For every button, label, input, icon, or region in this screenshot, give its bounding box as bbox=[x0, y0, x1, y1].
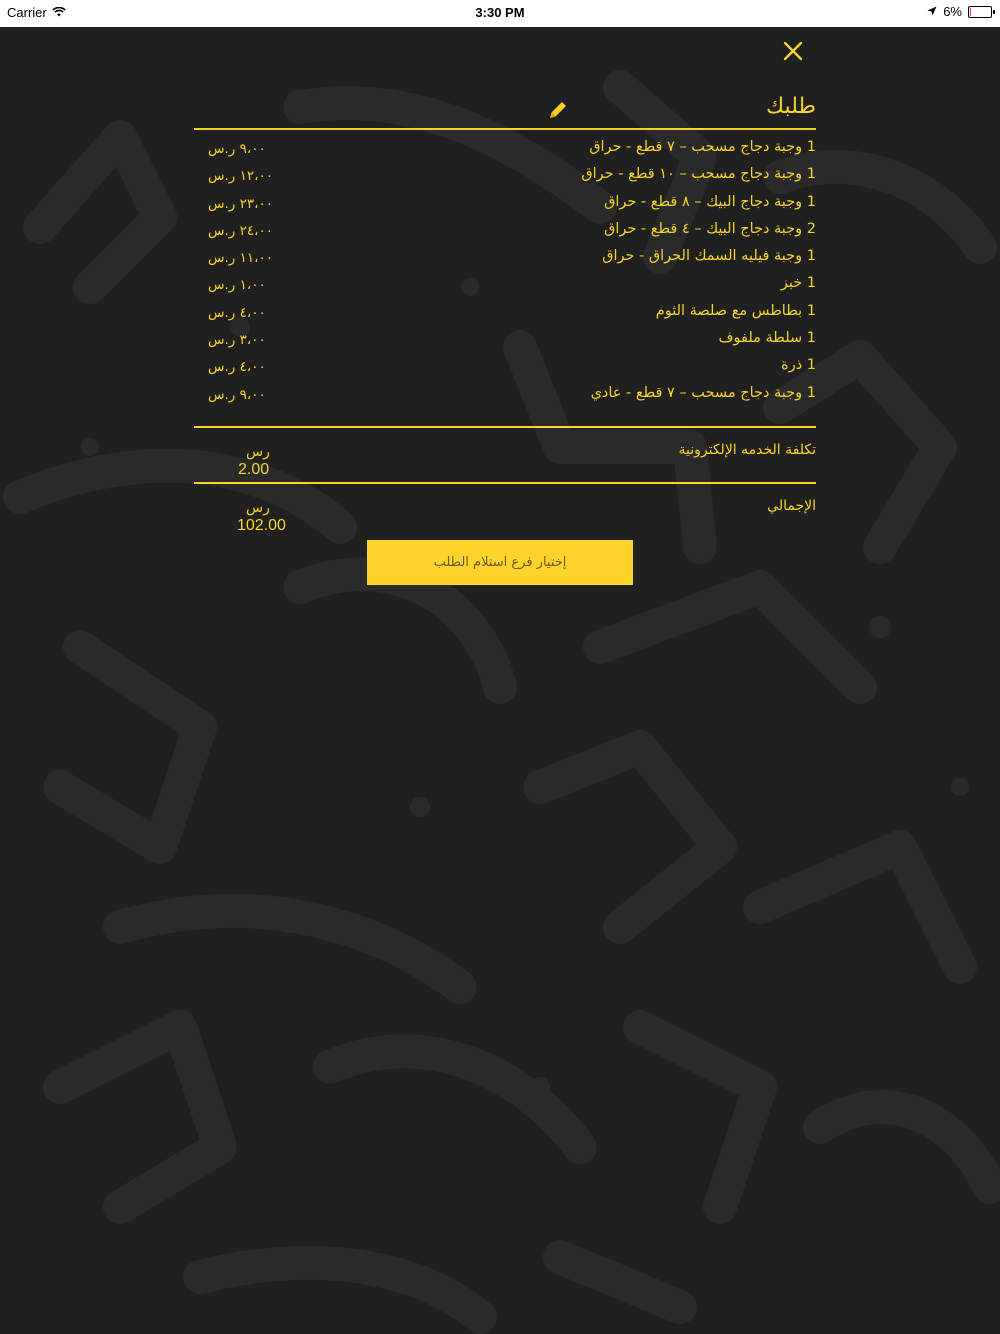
order-item-name: 1 خبز bbox=[780, 275, 816, 292]
order-item-row bbox=[194, 139, 816, 166]
order-item-price: ١،٠٠ ر.س bbox=[208, 277, 266, 294]
battery-percent: 6% bbox=[943, 4, 962, 19]
order-item-row bbox=[194, 248, 816, 275]
close-button[interactable] bbox=[778, 36, 808, 66]
order-item-name: 1 وجبة دجاج مسحب – ١٠ قطع - حراق bbox=[581, 166, 816, 183]
total-row bbox=[194, 484, 816, 538]
order-item-row bbox=[194, 303, 816, 330]
service-fee-label: تكلفة الخدمه الإلكترونية bbox=[678, 442, 816, 458]
order-item-name: 1 وجبة فيليه السمك الحراق - حراق bbox=[602, 248, 816, 265]
close-icon bbox=[782, 40, 804, 62]
order-item-row bbox=[194, 166, 816, 193]
order-item-row bbox=[194, 357, 816, 384]
order-item-price: ٢٤،٠٠ ر.س bbox=[208, 222, 273, 239]
order-item-row bbox=[194, 194, 816, 221]
order-item-price: ٩،٠٠ ر.س bbox=[208, 386, 266, 403]
status-right bbox=[927, 4, 992, 19]
order-item-price: ٣،٠٠ ر.س bbox=[208, 332, 266, 349]
order-item-row bbox=[194, 221, 816, 248]
page-title: طلبك bbox=[766, 94, 816, 119]
order-item-name: 1 وجبة دجاج البيك – ٨ قطع - حراق bbox=[604, 193, 816, 210]
edit-order-button[interactable] bbox=[546, 98, 570, 122]
order-item-row bbox=[194, 275, 816, 302]
clock: 3:30 PM bbox=[475, 5, 525, 20]
order-item-name: 1 ذرة bbox=[781, 357, 816, 374]
order-panel bbox=[194, 90, 816, 538]
order-item-name: 1 بطاطس مع صلصة الثوم bbox=[655, 302, 816, 319]
order-item-price: ١٢،٠٠ ر.س bbox=[208, 168, 273, 185]
total-value: 102.00 bbox=[237, 517, 286, 534]
order-item-name: 1 سلطة ملفوف bbox=[718, 330, 816, 347]
choose-pickup-branch-button[interactable]: إختيار فرع استلام الطلب bbox=[367, 540, 633, 585]
order-item-price: ٤،٠٠ ر.س bbox=[208, 304, 266, 321]
location-arrow-icon bbox=[927, 4, 937, 19]
order-item-name: 2 وجبة دجاج البيك – ٤ قطع - حراق bbox=[604, 220, 816, 237]
order-header bbox=[194, 90, 816, 128]
order-item-price: ٢٣،٠٠ ر.س bbox=[208, 195, 273, 212]
service-fee-value: 2.00 bbox=[238, 461, 270, 478]
total-label: الإجمالي bbox=[767, 498, 816, 514]
order-item-row bbox=[194, 330, 816, 357]
carrier-label: Carrier bbox=[7, 5, 47, 20]
order-item-name: 1 وجبة دجاج مسحب – ٧ قطع - عادي bbox=[590, 384, 816, 401]
pencil-icon bbox=[546, 98, 570, 122]
order-item-price: ١١،٠٠ ر.س bbox=[208, 250, 273, 267]
total-currency: رس bbox=[246, 500, 270, 516]
battery-icon bbox=[968, 6, 992, 18]
service-fee-row bbox=[194, 428, 816, 482]
order-item-price: ٤،٠٠ ر.س bbox=[208, 359, 266, 376]
order-item-price: ٩،٠٠ ر.س bbox=[208, 141, 266, 157]
order-item-row bbox=[194, 385, 816, 412]
service-fee-currency: رس bbox=[246, 444, 270, 460]
status-bar bbox=[0, 0, 1000, 27]
order-items-list bbox=[194, 130, 816, 426]
order-item-name: 1 وجبة دجاج مسحب – ٧ قطع - حراق bbox=[589, 139, 816, 155]
